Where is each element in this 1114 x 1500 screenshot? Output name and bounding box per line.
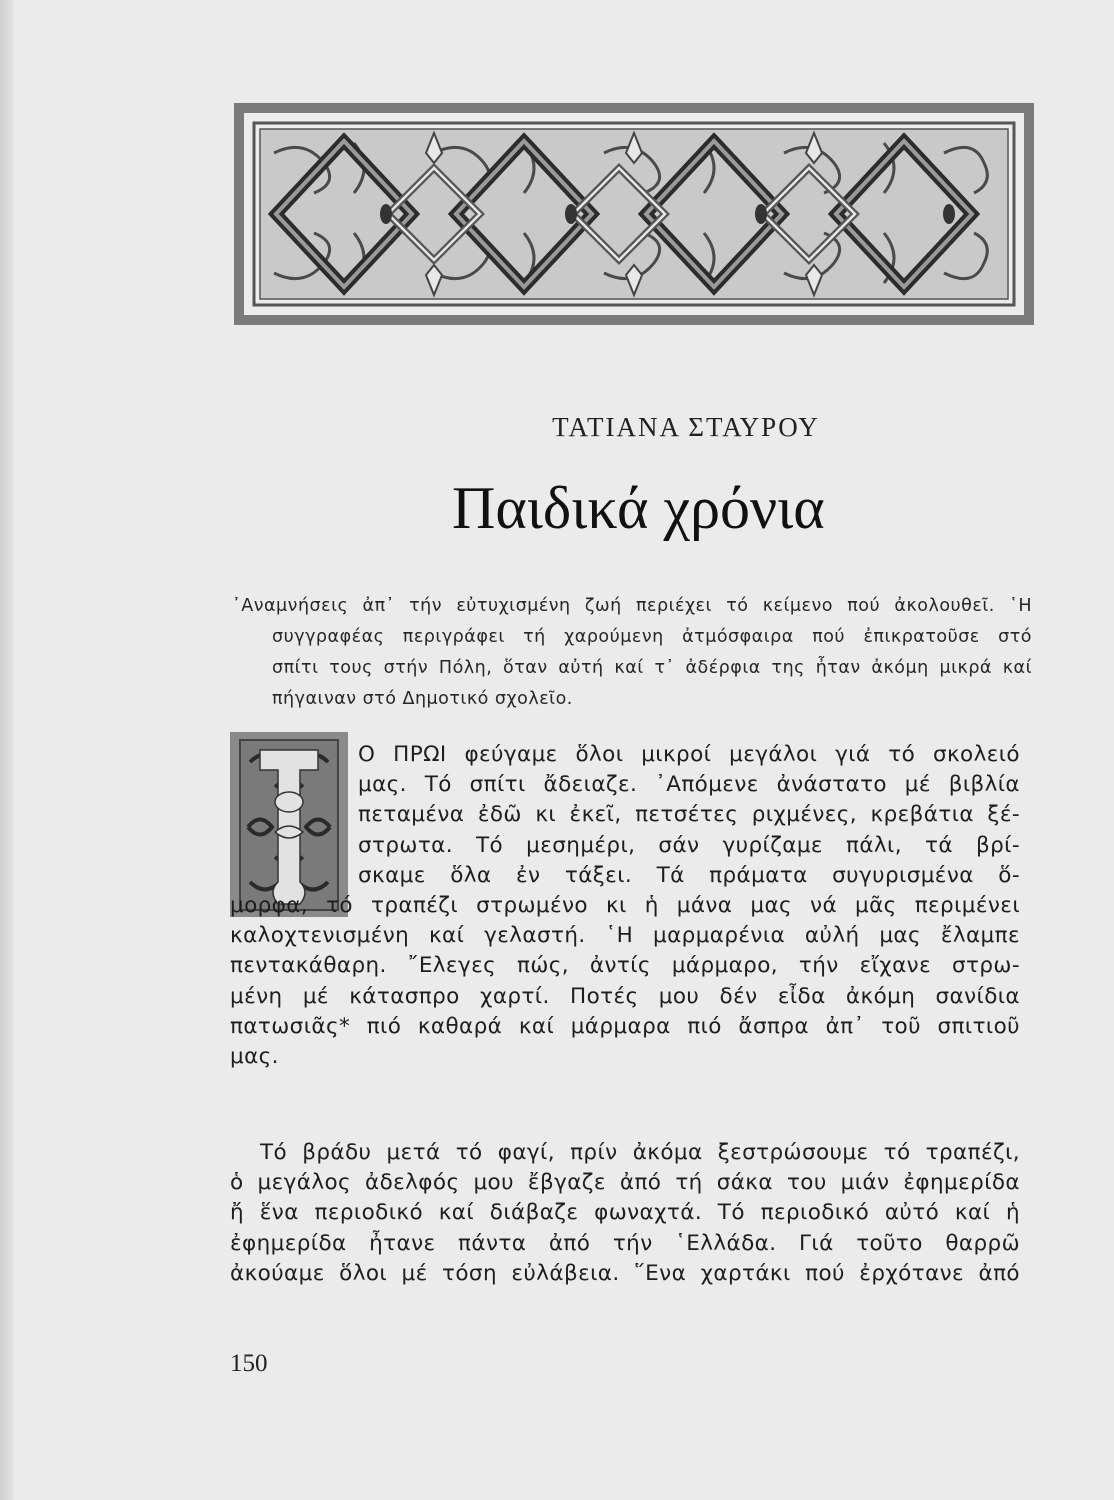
body-line: σκαμε ὅλα ἐν τάξει. Τά πράματα συγυρισμένα ὅ- [358,862,1020,888]
page-title: Παιδικά χρόνια [452,475,825,541]
body-line: πεταμένα ἐδῶ κι ἐκεῖ, πετσέτες ριχμένες, κρεβάτια ξέ- [358,802,1020,828]
intro-line: ᾽Αναμνήσεις ἀπ᾽ τήν εὐτυχισμένη ζωή περιέχει τό κείμενο πού ἀκολουθεῖ. ῾Η [232,596,1032,616]
body-line: ἤ ἕνα περιοδικό καί διάβαζε φωναχτά. Τό περιοδικό αὐτό καί ἡ [230,1200,1020,1226]
body-line: μένη μέ κάτασπρο χαρτί. Ποτές μου δέν εἶδα ἀκόμη σανίδια [230,983,1020,1009]
body-line: πατωσιᾶς* πιό καθαρά καί μάρμαρα πιό ἄσπρα ἀπ᾽ τοῦ σπιτιοῦ [230,1013,1020,1039]
page-edge [0,0,14,1500]
body-line: καλοχτενισμένη καί γελαστή. ῾Η μαρμαρένια αὐλή μας ἔλαμπε [230,923,1020,949]
body-line: μας. Τό σπίτι ἄδειαζε. ᾽Απόμενε ἀνάστατο μέ βιβλία [358,772,1020,798]
body-line: ἀκούαμε ὅλοι μέ τόση εὐλάβεια. ῞Ενα χαρτάκι πού ἐρχότανε ἀπό [230,1260,1020,1286]
intro-line: πήγαιναν στό Δημοτικό σχολεῖο. [272,689,573,709]
author-name [0,412,1114,443]
intro-line: συγγραφέας περιγράφει τή χαρούμενη ἀτμόσφαιρα πού ἐπικρατοῦσε στό [272,627,1032,647]
body-line: ὁ μεγάλος ἀδελφός μου ἔβγαζε ἀπό τή σάκα του μιάν ἐφημερίδα [230,1170,1020,1196]
paragraph-1 [230,740,1020,1072]
intro-line: σπίτι τους στήν Πόλη, ὅταν αὐτή καί τ᾽ ἀδέρφια της ἦταν ἀκόμη μικρά καί [272,658,1032,678]
intro-summary [232,591,1032,715]
page-number: 150 [230,1350,268,1377]
author-text: ΤΑΤΙΑΝΑ ΣΤΑΥΡΟΥ [552,412,820,442]
body-line: Ο ΠΡΩΙ φεύγαμε ὅλοι μικροί μεγάλοι γιά τό σκολειό [358,742,1020,767]
body-line: στρωτα. Τό μεσημέρι, σάν γυρίζαμε πάλι, τά βρί- [358,832,1020,858]
body-line: μας. [230,1044,279,1070]
ornamental-header-banner [234,103,1034,325]
body-line: πεντακάθαρη. ῎Ελεγες πώς, ἀντίς μάρμαρο, τήν εἴχανε στρω- [230,953,1020,979]
body-line: μορφα, τό τραπέζι στρωμένο κι ἡ μάνα μας νά μᾶς περιμένει [230,893,1020,919]
body-line: ἐφημερίδα ἦτανε πάντα ἀπό τήν ῾Ελλάδα. Γιά τοῦτο θαρρῶ [230,1230,1020,1256]
body-line: Τό βράδυ μετά τό φαγί, πρίν ἀκόμα ξεστρώσουμε τό τραπέζι, [260,1140,1020,1165]
paragraph-2 [230,1138,1020,1289]
